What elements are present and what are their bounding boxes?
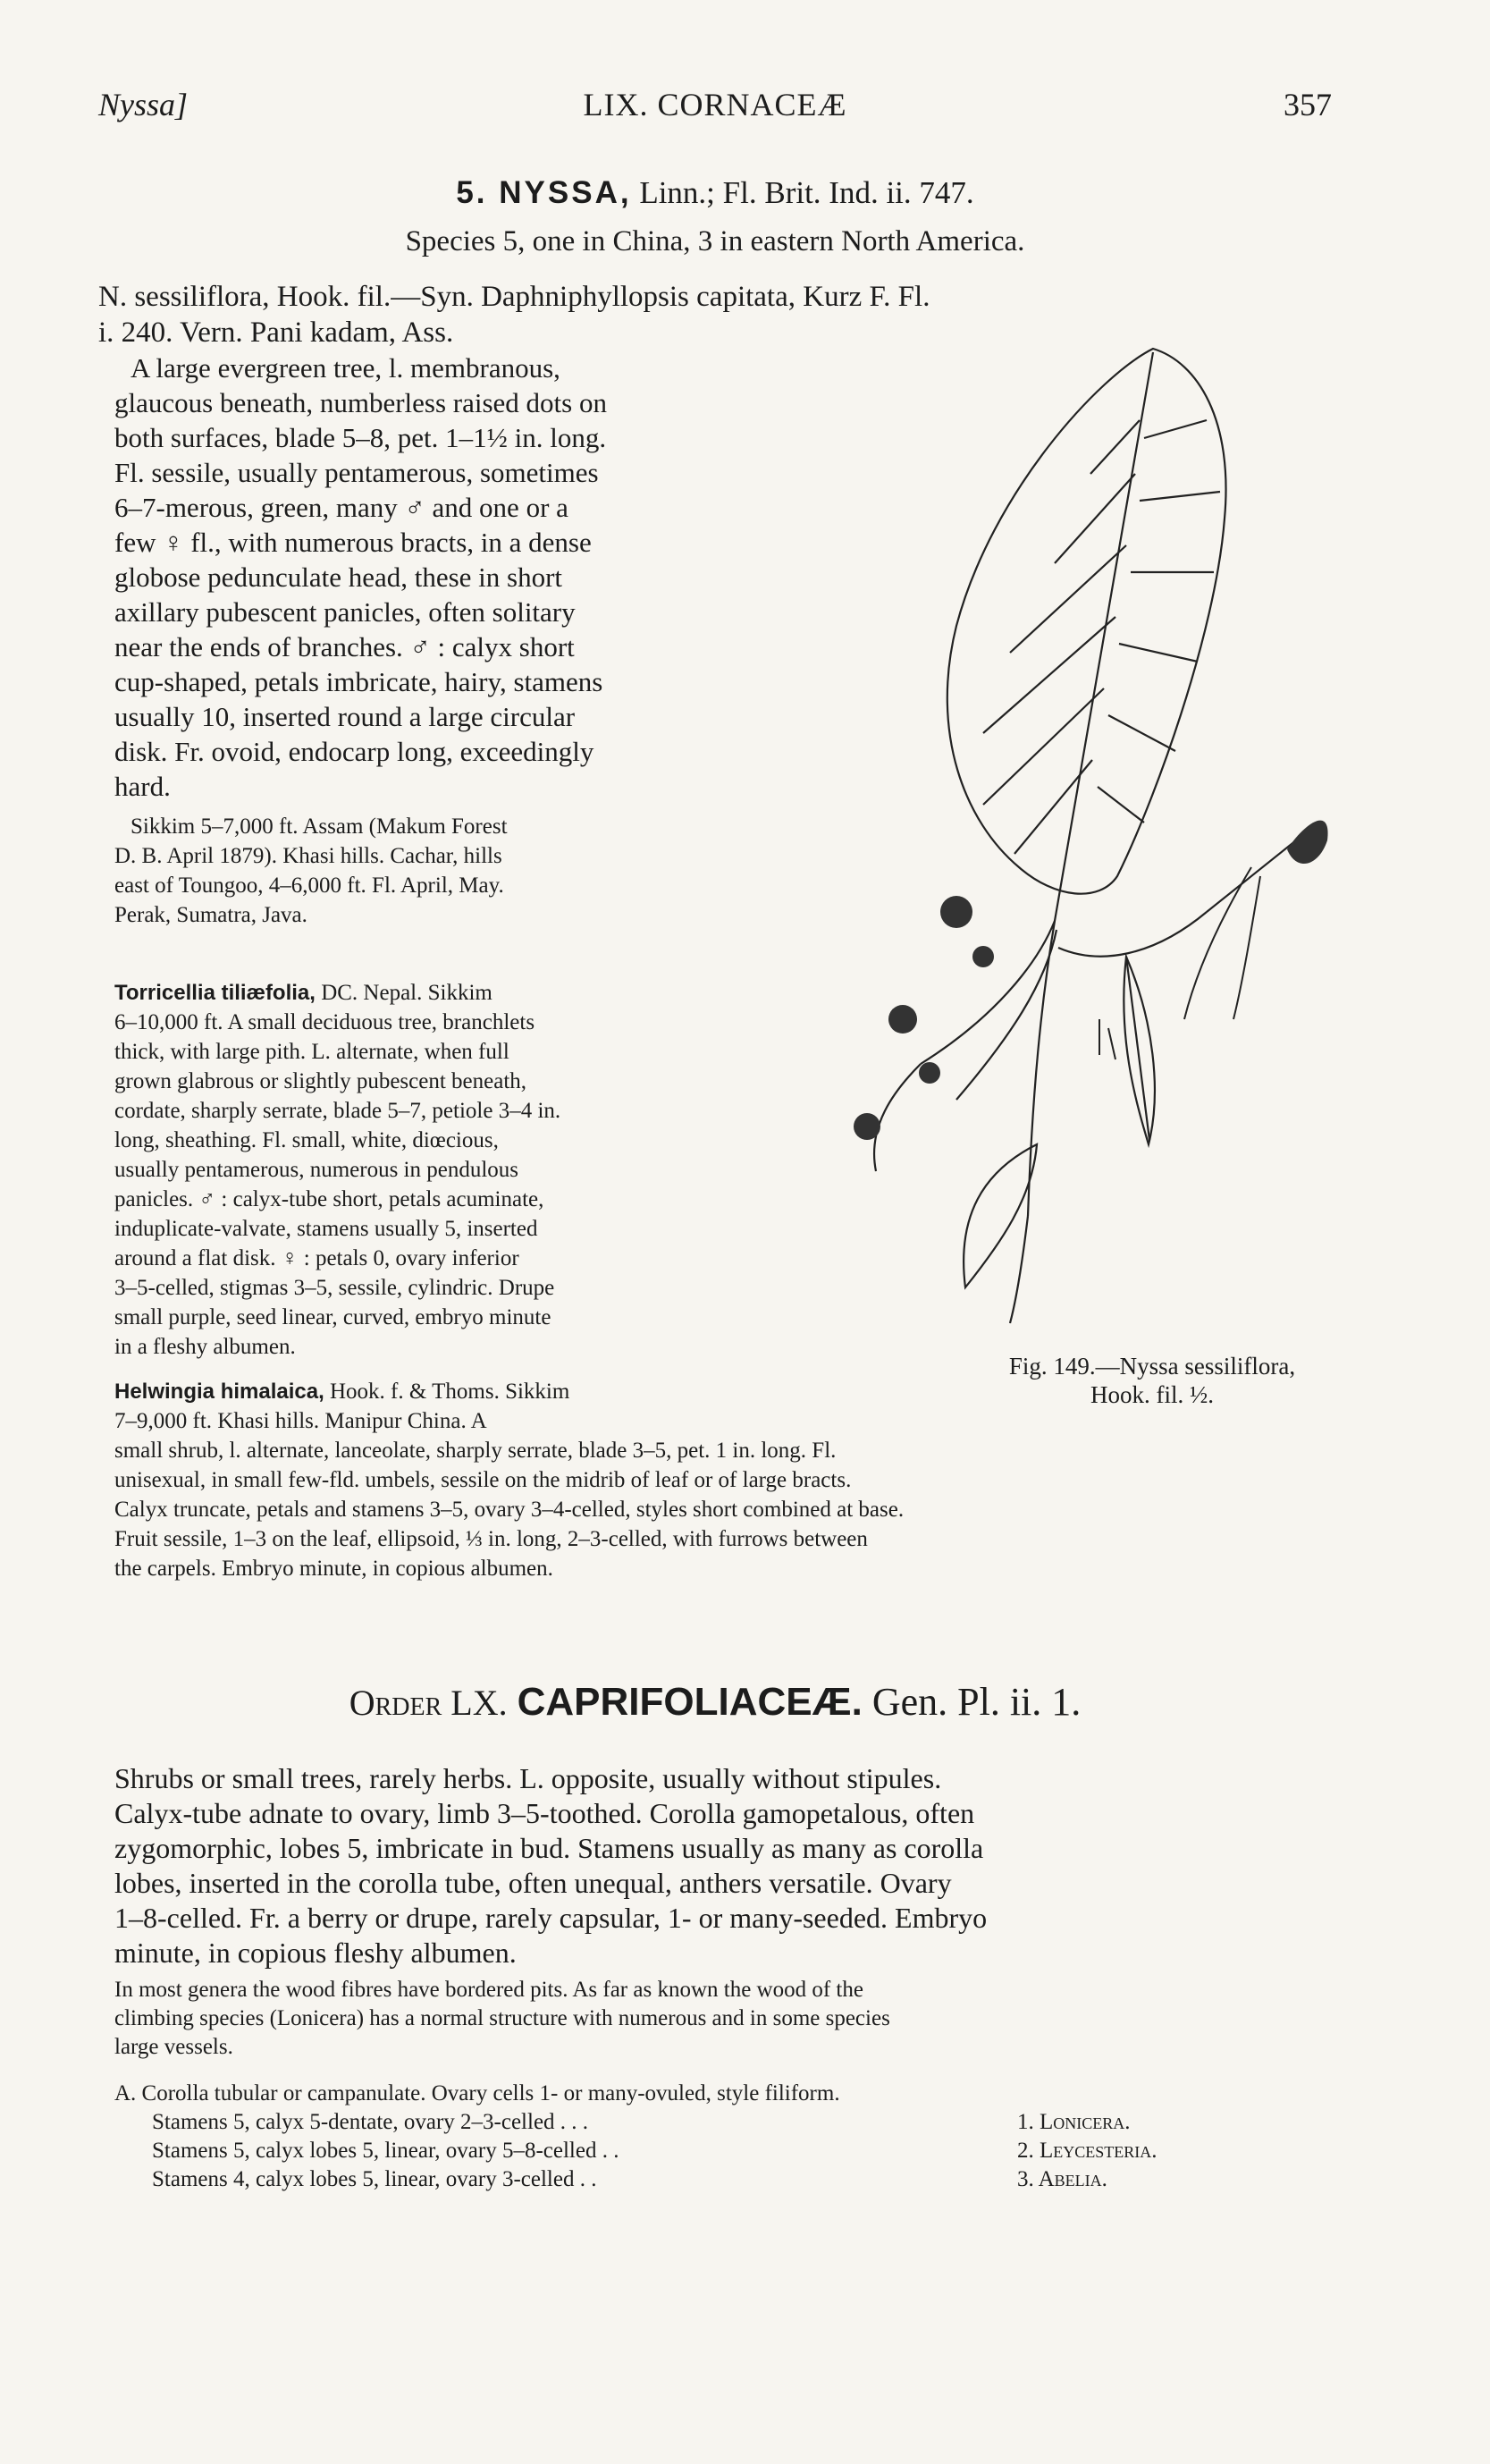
entry-line: 7–9,000 ft. Khasi hills. Manipur China. A bbox=[114, 1409, 487, 1433]
order-reference: Gen. Pl. ii. 1. bbox=[871, 1680, 1082, 1724]
order-heading bbox=[98, 1679, 1332, 1725]
entry-line: the carpels. Embryo minute, in copious albumen. bbox=[114, 1557, 553, 1581]
nyssa-description bbox=[114, 350, 937, 804]
desc-line: both surfaces, blade 5–8, pet. 1–1½ in. long. bbox=[114, 422, 607, 453]
order-name: CAPRIFOLIACEÆ. bbox=[517, 1680, 863, 1724]
genus-species-note: Species 5, one in China, 3 in eastern North America. bbox=[405, 225, 1025, 257]
header-genus: Nyssa] bbox=[98, 87, 189, 122]
species-heading-line: N. sessiliflora, Hook. fil.—Syn. Daphniphyllopsis capitata, Kurz F. Fl. bbox=[98, 281, 930, 313]
dist-line: east of Toungoo, 4–6,000 ft. Fl. April, May. bbox=[114, 873, 504, 898]
note-line: climbing species (Lonicera) has a normal structure with numerous and in some species bbox=[114, 2006, 890, 2030]
order-prefix: Order LX. bbox=[349, 1683, 508, 1723]
key-heading: A. Corolla tubular or campanulate. Ovary cells 1- or many-ovuled, style filiform. bbox=[114, 2081, 840, 2105]
entry-line: cordate, sharply serrate, blade 5–7, petiole 3–4 in. bbox=[114, 1099, 561, 1123]
entry-line: 3–5-celled, stigmas 3–5, sessile, cylindric. Drupe bbox=[114, 1276, 555, 1300]
entry-line: unisexual, in small few-fld. umbels, sessile on the midrib of leaf or of large bracts. bbox=[114, 1468, 852, 1492]
order-desc-line: Calyx-tube adnate to ovary, limb 3–5-toothed. Corolla gamopetalous, often bbox=[114, 1797, 975, 1829]
nyssa-distribution bbox=[114, 812, 946, 930]
key-row-text: Stamens 5, calyx lobes 5, linear, ovary 5–8-celled . . bbox=[152, 2139, 619, 2163]
entry-line: Fruit sessile, 1–3 on the leaf, ellipsoid, ⅓ in. long, 2–3-celled, with furrows between bbox=[114, 1527, 868, 1551]
entry-line: small shrub, l. alternate, lanceolate, sharply serrate, blade 3–5, pet. 1 in. long. Fl. bbox=[114, 1439, 837, 1463]
note-line: large vessels. bbox=[114, 2035, 233, 2059]
page-number: 357 bbox=[1284, 87, 1332, 122]
desc-line: axillary pubescent panicles, often solitary bbox=[114, 596, 576, 628]
species-name: Helwingia himalaica, bbox=[114, 1380, 324, 1404]
dist-line: D. B. April 1879). Khasi hills. Cachar, hills bbox=[114, 844, 502, 868]
caption-line: Hook. fil. ½. bbox=[1090, 1381, 1214, 1408]
desc-line: glaucous beneath, numberless raised dots on bbox=[114, 387, 607, 418]
entry-line: panicles. ♂ : calyx-tube short, petals acuminate, bbox=[114, 1187, 544, 1211]
running-header bbox=[98, 86, 1332, 131]
entry-line: 6–10,000 ft. A small deciduous tree, branchlets bbox=[114, 1010, 535, 1034]
order-description bbox=[114, 1761, 1332, 1970]
entry-line: Hook. f. & Thoms. Sikkim bbox=[330, 1380, 570, 1404]
species-heading-line: i. 240. Vern. Pani kadam, Ass. bbox=[98, 316, 454, 349]
entry-line: grown glabrous or slightly pubescent beneath, bbox=[114, 1069, 527, 1093]
wood-note bbox=[114, 1976, 1332, 2062]
genus-name: 5. NYSSA, bbox=[456, 175, 632, 210]
entry-line: induplicate-valvate, stamens usually 5, inserted bbox=[114, 1217, 538, 1241]
desc-line: globose pedunculate head, these in short bbox=[114, 561, 563, 593]
nyssa-leaf-illustration bbox=[831, 340, 1332, 1350]
dist-line: Perak, Sumatra, Java. bbox=[114, 903, 307, 927]
desc-line: Fl. sessile, usually pentamerous, sometimes bbox=[114, 457, 599, 488]
note-line: In most genera the wood fibres have bordered pits. As far as known the wood of the bbox=[114, 1978, 863, 2002]
caption-line: Fig. 149.—Nyssa sessiliflora, bbox=[1008, 1353, 1296, 1380]
order-desc-line: zygomorphic, lobes 5, imbricate in bud. Stamens usually as many as corolla bbox=[114, 1832, 984, 1864]
entry-line: usually pentamerous, numerous in pendulous bbox=[114, 1158, 519, 1182]
order-desc-line: 1–8-celled. Fr. a berry or drupe, rarely capsular, 1- or many-seeded. Embryo bbox=[114, 1902, 988, 1934]
species-name: Torricellia tiliæfolia, bbox=[114, 981, 316, 1005]
order-desc-line: minute, in copious fleshy albumen. bbox=[114, 1937, 517, 1969]
entry-line: thick, with large pith. L. alternate, when full bbox=[114, 1040, 509, 1064]
key-row-text: Stamens 5, calyx 5-dentate, ovary 2–3-celled . . . bbox=[152, 2110, 589, 2134]
figure-caption bbox=[960, 1352, 1344, 1409]
genus-reference: Linn.; Fl. Brit. Ind. ii. 747. bbox=[639, 175, 974, 210]
key-row-text: Stamens 4, calyx lobes 5, linear, ovary 3-celled . . bbox=[152, 2167, 597, 2191]
entry-line: long, sheathing. Fl. small, white, diœcious, bbox=[114, 1128, 499, 1152]
desc-line: A large evergreen tree, l. membranous, bbox=[130, 352, 560, 384]
desc-line: usually 10, inserted round a large circular bbox=[114, 701, 576, 732]
key-row-genus: 3. Abelia. bbox=[1017, 2167, 1107, 2191]
dist-line: Sikkim 5–7,000 ft. Assam (Makum Forest bbox=[130, 814, 508, 839]
genus-title bbox=[98, 175, 1332, 211]
key-row-genus: 1. Lonicera. bbox=[1017, 2110, 1131, 2134]
genus-key bbox=[114, 2080, 1332, 2194]
header-family: LIX. CORNACEÆ bbox=[583, 87, 847, 122]
key-row bbox=[114, 2137, 1332, 2165]
entry-line: small purple, seed linear, curved, embryo minute bbox=[114, 1305, 551, 1329]
key-row-genus: 2. Leycesteria. bbox=[1017, 2139, 1157, 2163]
entry-line: around a flat disk. ♀ : petals 0, ovary inferior bbox=[114, 1246, 519, 1270]
desc-line: hard. bbox=[114, 771, 171, 802]
desc-line: few ♀ fl., with numerous bracts, in a dense bbox=[114, 527, 592, 558]
desc-line: 6–7-merous, green, many ♂ and one or a bbox=[114, 492, 568, 523]
order-desc-line: lobes, inserted in the corolla tube, often unequal, anthers versatile. Ovary bbox=[114, 1867, 952, 1899]
entry-line: DC. Nepal. Sikkim bbox=[321, 981, 492, 1005]
order-desc-line: Shrubs or small trees, rarely herbs. L. opposite, usually without stipules. bbox=[114, 1762, 942, 1794]
torricellia-entry bbox=[114, 978, 946, 1362]
desc-line: near the ends of branches. ♂ : calyx short bbox=[114, 631, 575, 662]
desc-line: cup-shaped, petals imbricate, hairy, stamens bbox=[114, 666, 603, 697]
torricellia-first-line bbox=[114, 978, 946, 1008]
key-row bbox=[114, 2108, 1332, 2137]
entry-line: Calyx truncate, petals and stamens 3–5, ovary 3–4-celled, styles short combined at base. bbox=[114, 1498, 905, 1522]
key-row bbox=[114, 2165, 1332, 2194]
desc-line: disk. Fr. ovoid, endocarp long, exceedingly bbox=[114, 736, 594, 767]
entry-line: in a fleshy albumen. bbox=[114, 1335, 296, 1359]
